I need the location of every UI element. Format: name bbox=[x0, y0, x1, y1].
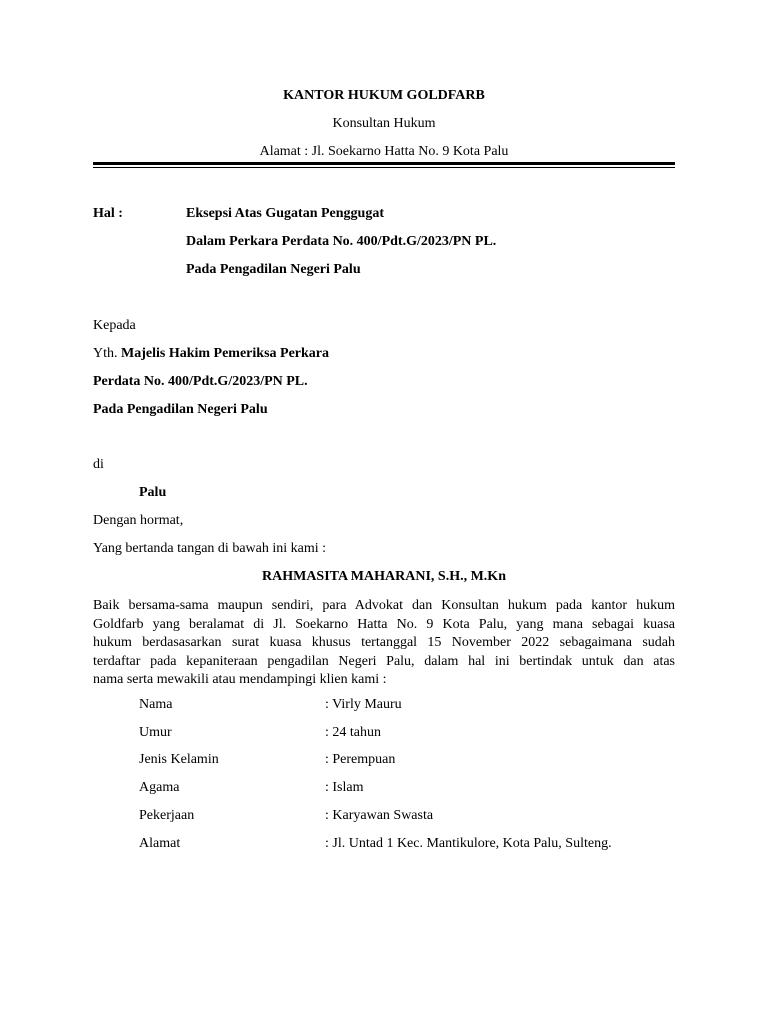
firm-address: Alamat : Jl. Soekarno Hatta No. 9 Kota Palu bbox=[259, 144, 509, 159]
recipient-name: Majelis Hakim Pemeriksa Perkara bbox=[121, 346, 330, 361]
recipient-di: di bbox=[93, 457, 104, 472]
client-value-nama: : Virly Mauru bbox=[325, 697, 402, 712]
subject-line-2: Dalam Perkara Perdata No. 400/Pdt.G/2023/PN PL. bbox=[186, 234, 497, 249]
intro-text: Yang bertanda tangan di bawah ini kami : bbox=[93, 541, 327, 556]
client-value-pekerjaan: : Karyawan Swasta bbox=[325, 808, 434, 823]
recipient-city: Palu bbox=[139, 485, 167, 500]
letterhead-rule-thick bbox=[93, 162, 675, 165]
client-value-jenis-kelamin: : Perempuan bbox=[325, 752, 396, 767]
paragraph-line: terdaftar pada kepaniteraan pengadilan Negeri Palu, dalam hal ini bertindak untuk dan atas bbox=[93, 653, 675, 669]
client-label-umur: Umur bbox=[139, 725, 172, 740]
recipient-line-1 bbox=[93, 346, 329, 362]
paragraph-line: Goldfarb yang beralamat di Jl. Soekarno Hatta No. 9 Kota Palu, yang mana sebagai kuasa bbox=[93, 616, 675, 632]
subject-label: Hal : bbox=[93, 206, 123, 221]
client-label-nama: Nama bbox=[139, 697, 173, 712]
client-value-umur: : 24 tahun bbox=[325, 725, 381, 740]
firm-name: KANTOR HUKUM GOLDFARB bbox=[283, 88, 485, 103]
client-label-agama: Agama bbox=[139, 780, 180, 795]
client-value-alamat: : Jl. Untad 1 Kec. Mantikulore, Kota Palu, Sulteng. bbox=[325, 836, 612, 851]
recipient-line-2: Perdata No. 400/Pdt.G/2023/PN PL. bbox=[93, 374, 308, 389]
recipient-yth: Yth. bbox=[93, 346, 118, 361]
recipient-line-3: Pada Pengadilan Negeri Palu bbox=[93, 402, 268, 417]
body-paragraph bbox=[93, 597, 675, 690]
firm-subtitle: Konsultan Hukum bbox=[332, 116, 436, 131]
paragraph-line: Baik bersama-sama maupun sendiri, para Advokat dan Konsultan hukum pada kantor hukum bbox=[93, 598, 675, 613]
paragraph-line: hukum berdasasarkan surat kuasa khusus tertanggal 15 November 2022 sebagaimana sudah bbox=[93, 635, 675, 651]
recipient-kepada: Kepada bbox=[93, 318, 136, 333]
subject-line-1: Eksepsi Atas Gugatan Penggugat bbox=[186, 206, 384, 221]
subject-line-3: Pada Pengadilan Negeri Palu bbox=[186, 262, 361, 277]
paragraph-line: nama serta mewakili atau mendampingi klien kami : bbox=[93, 672, 387, 688]
client-label-jenis-kelamin: Jenis Kelamin bbox=[139, 752, 219, 767]
letterhead-rule-thin bbox=[93, 167, 675, 168]
client-value-agama: : Islam bbox=[325, 780, 364, 795]
signatory-name: RAHMASITA MAHARANI, S.H., M.Kn bbox=[262, 569, 506, 584]
salutation: Dengan hormat, bbox=[93, 513, 184, 528]
client-label-pekerjaan: Pekerjaan bbox=[139, 808, 195, 823]
client-label-alamat: Alamat bbox=[139, 836, 181, 851]
